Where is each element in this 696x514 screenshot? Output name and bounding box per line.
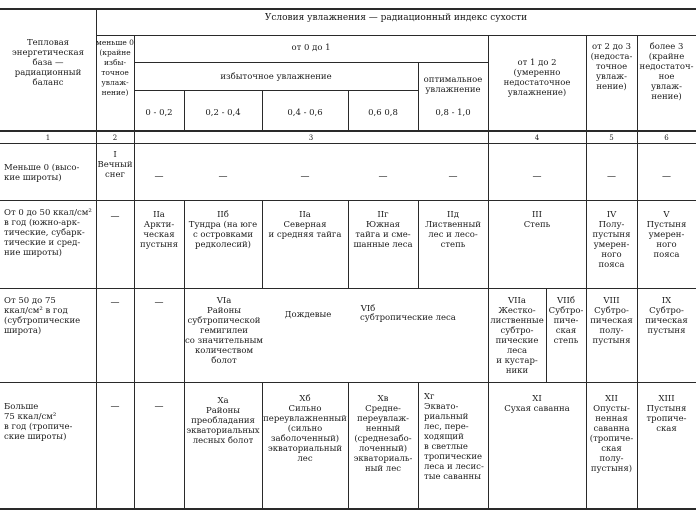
row2-zone-IIb: IIб Тундра (на юге с островками редколесий) [188, 210, 258, 250]
row3-zone-VIa: VIa Районы субтропической гемигилеи со значительным количеством болот [184, 296, 264, 366]
row4-zone-Xg: Xг Эквато- риальный лес, пере- ходящий в светлые тропические леса и лесис- тые саванны [424, 392, 484, 482]
rule-v-r4 [418, 62, 419, 130]
row4-dash-1: — [110, 402, 120, 412]
row1-label: Меньше 0 (высо- кие широты) [4, 163, 80, 183]
row3-zone-VIII: VIII Субтро- пическая полу- пустыня [590, 296, 633, 346]
rule-v-3 [488, 35, 489, 510]
row2-zone-IV: IV Полу- пустыня умерен- ного пояса [592, 210, 631, 270]
row4-zone-Xa: Xa Районы преобладания экваториальных лесных болот [186, 396, 260, 446]
rule-under-title [96, 35, 696, 36]
header-basis: Тепловая энергетическая база — радиационный баланс [12, 38, 84, 88]
row2-zone-V: V Пустыня умерен- ного пояса [646, 210, 687, 260]
row3-zone-VIIb: VIIб Субтро- пиче- ская степь [548, 296, 584, 346]
rule-under-0-1 [134, 62, 488, 63]
row1-dash-6: — [532, 172, 542, 182]
row3-label: От 50 до 75 ккал/см² в год (субтропические широта) [4, 296, 81, 336]
row3-zone-VIb: VIб [360, 304, 376, 314]
header-gt3: более 3 (крайне недостаточ- ное увлаж- нение) [639, 42, 694, 102]
row4-zone-Xb: Xб Сильно переувлажненный (сильно заболоченный) экваториальный лес [263, 394, 347, 464]
rule-under-excess [134, 90, 418, 91]
row2-zone-III: III Степь [523, 210, 551, 230]
rule-header-bottom [0, 130, 696, 132]
row2-zone-IIa: IIа Аркти- ческая пустыня [140, 210, 178, 250]
colnum-3: 3 [308, 134, 314, 142]
row1-dash-1: — [154, 172, 164, 182]
row3-zone-VIIa: VIIа Жестко- лиственные субтро- пические леса и кустар- ники [490, 296, 544, 376]
row1-dash-4: — [378, 172, 388, 182]
rule-v-2 [134, 35, 135, 510]
row2-zone-IIg: IIг Южная тайга и сме- шанные леса [353, 210, 413, 250]
rule-v-5 [637, 35, 638, 510]
header-lt0: меньше 0 (крайне избы- точное увлаж- нение) [96, 38, 134, 97]
range-5: 0,8 - 1,0 [435, 108, 471, 118]
header-1-2: от 1 до 2 (умеренно недостаточное увлажнение) [503, 58, 571, 98]
row1-dash-7: — [607, 172, 616, 182]
header-optimal: оптимальное увлажнение [423, 75, 483, 95]
row2-zone-IId: IIд Лиственный лес и лесо- степь [425, 210, 481, 250]
row3-dash-2: — [154, 298, 164, 308]
row4-zone-XIII: XIII Пустыня тропиче- ская [646, 394, 687, 434]
row4-zone-XII: XII Опусты- ненная саванна (тропиче- ская полу- пустыня) [589, 394, 634, 474]
row1-dash-2: — [218, 172, 228, 182]
row1-zone-I: I Вечный снег [97, 150, 133, 180]
rule-row2-bottom [0, 288, 696, 289]
row1-dash-5: — [448, 172, 458, 182]
row2-dash: — [110, 212, 120, 222]
row2-zone-IIa-taiga: IIа Северная и средняя тайга [268, 210, 342, 240]
row3-dash-1: — [110, 298, 120, 308]
row4-label: Больше 75 ккал/см² в год (тропиче- ские широты) [4, 402, 73, 442]
header-title: Условия увлажнения — радиационный индекс сухости [264, 13, 528, 23]
range-2: 0,2 - 0,4 [205, 108, 241, 118]
range-4: 0,6 0,8 [368, 108, 398, 118]
rule-top [0, 8, 696, 10]
colnum-2: 2 [112, 134, 118, 142]
header-2-3: от 2 до 3 (недоста- точное увлаж- нение) [590, 42, 633, 92]
rule-numbers-bottom [0, 143, 696, 144]
header-excess: избыточное увлажнение [220, 72, 332, 82]
row1-dash-3: — [300, 172, 310, 182]
row3-subtrop-label: субтропические леса [360, 313, 456, 323]
row4-zone-XI: XI Сухая саванна [504, 394, 570, 414]
row4-zone-Xv: Xв Средне- переувлаж- ненный (среднезабо- лоченный) экваториаль- ный лес [353, 394, 413, 474]
colnum-6: 6 [664, 134, 669, 142]
row2-label: От 0 до 50 ккал/см² в год (южно-арк- тические, субарк- тические и сред- ние широты) [4, 208, 92, 258]
row3-zone-IX: IX Субтро- пическая пустыня [645, 296, 688, 336]
rule-v-d4 [418, 382, 419, 510]
row3-rain-label: Дождевые [284, 310, 332, 320]
colnum-1: 1 [45, 134, 51, 142]
header-0-1: от 0 до 1 [291, 43, 331, 53]
range-1: 0 - 0,2 [145, 108, 173, 118]
range-3: 0,4 - 0,6 [287, 108, 323, 118]
colnum-4: 4 [534, 134, 540, 142]
row4-dash-2: — [154, 402, 164, 412]
row1-dash-8: — [662, 172, 671, 182]
colnum-5: 5 [609, 134, 614, 142]
